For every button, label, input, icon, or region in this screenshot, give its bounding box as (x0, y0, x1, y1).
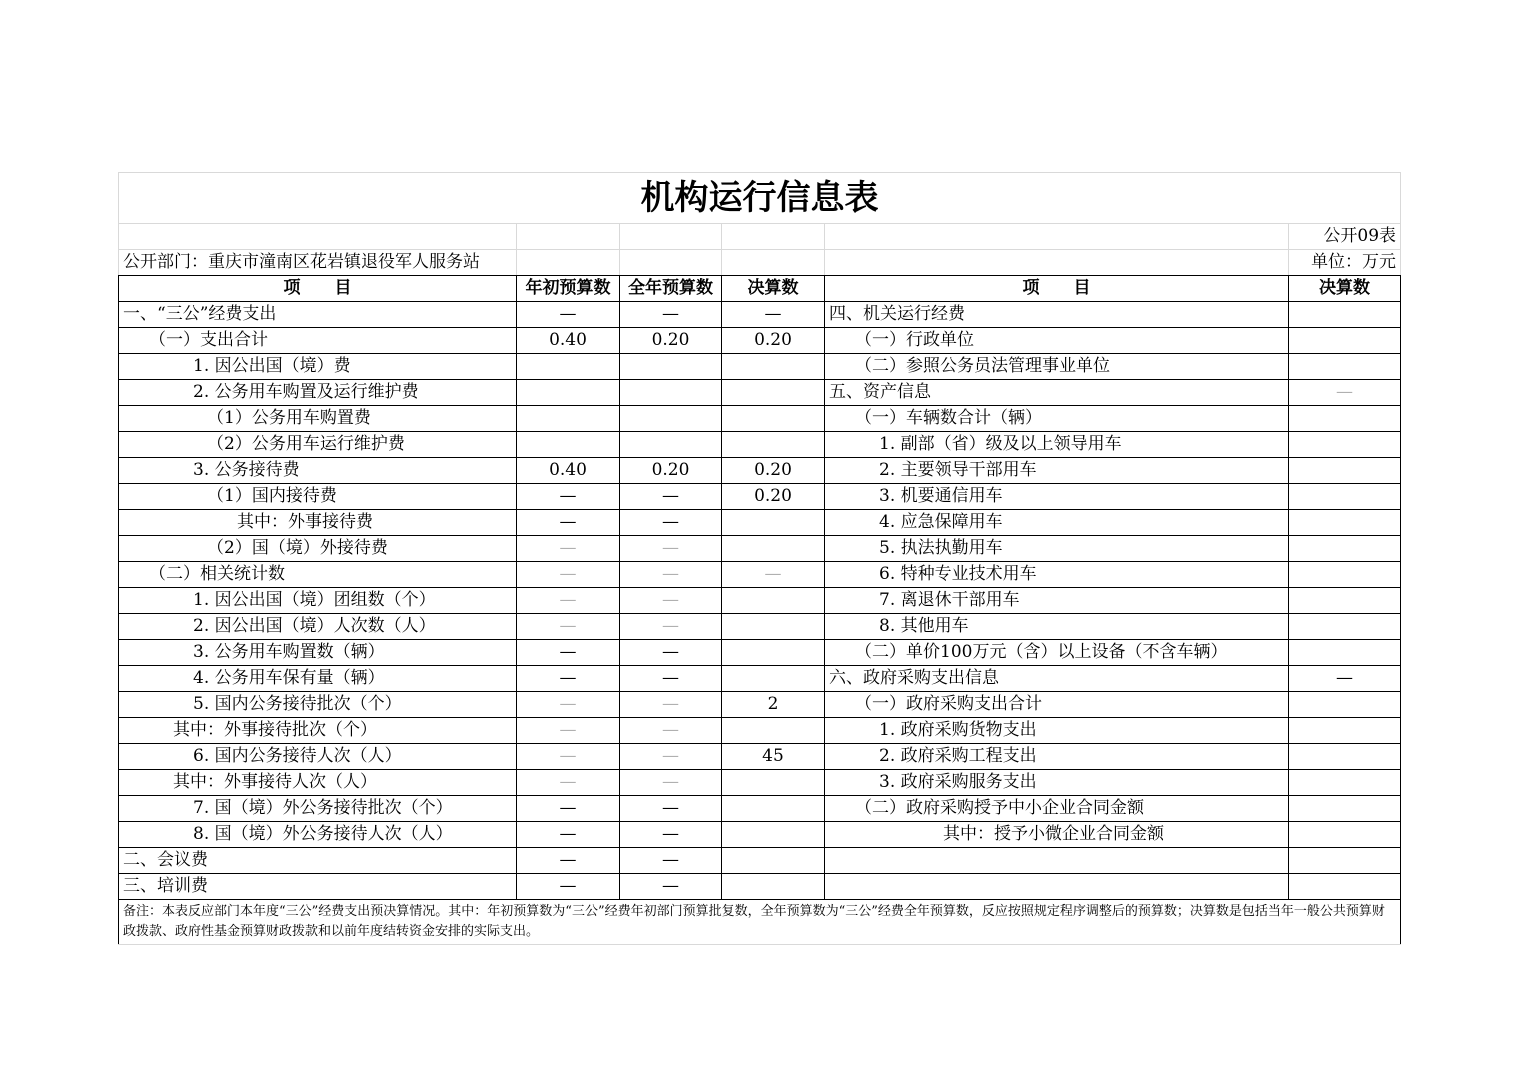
cell-final-right (1289, 432, 1401, 458)
row-item-right: （二）政府采购授予中小企业合同金额 (825, 796, 1289, 822)
cell-final (722, 536, 825, 562)
cell-final (722, 848, 825, 874)
cell-final-right (1289, 302, 1401, 328)
row-item-left: 8. 国（境）外公务接待人次（人） (119, 822, 517, 848)
report-table (118, 172, 1401, 945)
cell-final (722, 718, 825, 744)
header-item: 项 目 (119, 276, 517, 302)
row-item-left: 其中：外事接待费 (119, 510, 517, 536)
table-row (119, 484, 1401, 510)
footnote: 备注：本表反应部门本年度“三公”经费支出预决算情况。其中：年初预算数为“三公”经费年初部门预算批复数，全年预算数为“三公”经费全年预算数，反应按照规定程序调整后的预算数；决算数是包括当年一般公共预算财政拨款、政府性基金预算财政拨款和以前年度结转资金安排的实际支出。 (119, 900, 1401, 945)
cell-full-budget: — (620, 640, 722, 666)
header-final: 决算数 (722, 276, 825, 302)
cell-final (722, 380, 825, 406)
cell-full-budget: — (620, 302, 722, 328)
row-item-left: 1. 因公出国（境）费 (119, 354, 517, 380)
row-item-right: 6. 特种专业技术用车 (825, 562, 1289, 588)
header-final-right: 决算数 (1289, 276, 1401, 302)
cell-final-right: — (1289, 666, 1401, 692)
cell-full-budget (620, 354, 722, 380)
cell-final-right (1289, 796, 1401, 822)
cell-full-budget: — (620, 614, 722, 640)
form-code: 公开09表 (1289, 224, 1401, 250)
cell-final: 2 (722, 692, 825, 718)
cell-final-right (1289, 536, 1401, 562)
row-item-left: 1. 因公出国（境）团组数（个） (119, 588, 517, 614)
row-item-right: 其中：授予小微企业合同金额 (825, 822, 1289, 848)
cell-initial-budget (517, 406, 620, 432)
row-item-right: （二）参照公务员法管理事业单位 (825, 354, 1289, 380)
cell-final-right (1289, 640, 1401, 666)
table-row (119, 640, 1401, 666)
cell-initial-budget: 0.40 (517, 458, 620, 484)
cell-final (722, 406, 825, 432)
cell-final-right (1289, 458, 1401, 484)
cell-initial-budget: — (517, 744, 620, 770)
department-label: 公开部门：重庆市潼南区花岩镇退役军人服务站 (119, 250, 517, 276)
table-row (119, 718, 1401, 744)
table-row (119, 614, 1401, 640)
cell-final-right (1289, 328, 1401, 354)
cell-initial-budget: — (517, 718, 620, 744)
table-row (119, 562, 1401, 588)
cell-final-right (1289, 770, 1401, 796)
cell-initial-budget: — (517, 822, 620, 848)
unit-label: 单位：万元 (1289, 250, 1401, 276)
cell-initial-budget: — (517, 510, 620, 536)
cell-initial-budget: — (517, 874, 620, 900)
cell-full-budget (620, 380, 722, 406)
cell-final-right (1289, 510, 1401, 536)
cell-full-budget: — (620, 822, 722, 848)
table-row (119, 822, 1401, 848)
cell-initial-budget: — (517, 588, 620, 614)
cell-initial-budget (517, 354, 620, 380)
cell-initial-budget: — (517, 770, 620, 796)
row-item-right: 4. 应急保障用车 (825, 510, 1289, 536)
table-row (119, 328, 1401, 354)
row-item-left: 3. 公务接待费 (119, 458, 517, 484)
row-item-right: 5. 执法执勤用车 (825, 536, 1289, 562)
cell-full-budget: — (620, 562, 722, 588)
cell-initial-budget: — (517, 536, 620, 562)
row-item-left: （2）国（境）外接待费 (119, 536, 517, 562)
row-item-right: 3. 政府采购服务支出 (825, 770, 1289, 796)
cell-full-budget: — (620, 510, 722, 536)
cell-full-budget: — (620, 666, 722, 692)
row-item-right: 3. 机要通信用车 (825, 484, 1289, 510)
header-full-budget: 全年预算数 (620, 276, 722, 302)
cell-final (722, 510, 825, 536)
table-row (119, 510, 1401, 536)
table-row (119, 848, 1401, 874)
cell-initial-budget: 0.40 (517, 328, 620, 354)
cell-final: 0.20 (722, 328, 825, 354)
row-item-left: 5. 国内公务接待批次（个） (119, 692, 517, 718)
row-item-left: （2）公务用车运行维护费 (119, 432, 517, 458)
row-item-right: 7. 离退休干部用车 (825, 588, 1289, 614)
table-row (119, 666, 1401, 692)
cell-final (722, 640, 825, 666)
row-item-right: 2. 主要领导干部用车 (825, 458, 1289, 484)
cell-final (722, 874, 825, 900)
cell-final: 0.20 (722, 458, 825, 484)
table-row (119, 796, 1401, 822)
cell-full-budget: 0.20 (620, 328, 722, 354)
cell-final-right (1289, 354, 1401, 380)
row-item-right: （一）政府采购支出合计 (825, 692, 1289, 718)
cell-final-right (1289, 406, 1401, 432)
cell-initial-budget: — (517, 562, 620, 588)
cell-initial-budget (517, 380, 620, 406)
cell-final (722, 666, 825, 692)
row-item-left: 4. 公务用车保有量（辆） (119, 666, 517, 692)
report-sheet (118, 172, 1400, 945)
cell-full-budget: — (620, 848, 722, 874)
cell-final: — (722, 562, 825, 588)
row-item-left: （1）国内接待费 (119, 484, 517, 510)
cell-final-right (1289, 744, 1401, 770)
cell-final-right (1289, 484, 1401, 510)
table-row (119, 692, 1401, 718)
row-item-right: （二）单价100万元（含）以上设备（不含车辆） (825, 640, 1289, 666)
row-item-left: 一、“三公”经费支出 (119, 302, 517, 328)
table-row (119, 588, 1401, 614)
row-item-left: （一）支出合计 (119, 328, 517, 354)
table-row (119, 874, 1401, 900)
row-item-right: 8. 其他用车 (825, 614, 1289, 640)
cell-full-budget: — (620, 744, 722, 770)
row-item-right: （一）行政单位 (825, 328, 1289, 354)
row-item-right: 1. 政府采购货物支出 (825, 718, 1289, 744)
header-item-right: 项 目 (825, 276, 1289, 302)
cell-initial-budget: — (517, 692, 620, 718)
cell-final (722, 588, 825, 614)
cell-full-budget: 0.20 (620, 458, 722, 484)
cell-final-right (1289, 874, 1401, 900)
cell-full-budget: — (620, 692, 722, 718)
row-item-right (825, 874, 1289, 900)
cell-final (722, 614, 825, 640)
cell-initial-budget: — (517, 666, 620, 692)
row-item-left: 2. 因公出国（境）人次数（人） (119, 614, 517, 640)
cell-full-budget: — (620, 874, 722, 900)
row-item-left: 其中：外事接待人次（人） (119, 770, 517, 796)
table-row (119, 354, 1401, 380)
cell-final-right (1289, 822, 1401, 848)
cell-full-budget (620, 432, 722, 458)
cell-final-right (1289, 614, 1401, 640)
table-row (119, 770, 1401, 796)
cell-final-right (1289, 562, 1401, 588)
row-item-left: 三、培训费 (119, 874, 517, 900)
header-initial-budget: 年初预算数 (517, 276, 620, 302)
cell-full-budget: — (620, 718, 722, 744)
row-item-left: 其中：外事接待批次（个） (119, 718, 517, 744)
cell-initial-budget: — (517, 302, 620, 328)
row-item-left: 二、会议费 (119, 848, 517, 874)
table-row (119, 406, 1401, 432)
row-item-left: 7. 国（境）外公务接待批次（个） (119, 796, 517, 822)
cell-full-budget: — (620, 536, 722, 562)
row-item-right: 2. 政府采购工程支出 (825, 744, 1289, 770)
cell-full-budget (620, 406, 722, 432)
cell-initial-budget: — (517, 484, 620, 510)
cell-final: — (722, 302, 825, 328)
row-item-left: 3. 公务用车购置数（辆） (119, 640, 517, 666)
row-item-left: （二）相关统计数 (119, 562, 517, 588)
row-item-right (825, 848, 1289, 874)
cell-initial-budget: — (517, 796, 620, 822)
cell-final-right (1289, 692, 1401, 718)
cell-final (722, 796, 825, 822)
cell-final: 0.20 (722, 484, 825, 510)
page-title: 机构运行信息表 (119, 173, 1401, 224)
row-item-right: 四、机关运行经费 (825, 302, 1289, 328)
table-row (119, 380, 1401, 406)
table-row (119, 432, 1401, 458)
cell-initial-budget: — (517, 640, 620, 666)
cell-final (722, 822, 825, 848)
cell-initial-budget: — (517, 614, 620, 640)
row-item-left: （1）公务用车购置费 (119, 406, 517, 432)
table-row (119, 744, 1401, 770)
cell-final (722, 354, 825, 380)
cell-final-right: — (1289, 380, 1401, 406)
cell-final (722, 432, 825, 458)
cell-initial-budget: — (517, 848, 620, 874)
cell-full-budget: — (620, 588, 722, 614)
row-item-right: （一）车辆数合计（辆） (825, 406, 1289, 432)
row-item-right: 五、资产信息 (825, 380, 1289, 406)
cell-final (722, 770, 825, 796)
row-item-left: 2. 公务用车购置及运行维护费 (119, 380, 517, 406)
row-item-left: 6. 国内公务接待人次（人） (119, 744, 517, 770)
cell-final-right (1289, 718, 1401, 744)
cell-initial-budget (517, 432, 620, 458)
table-row (119, 536, 1401, 562)
cell-final-right (1289, 588, 1401, 614)
cell-final-right (1289, 848, 1401, 874)
cell-full-budget: — (620, 484, 722, 510)
row-item-right: 1. 副部（省）级及以上领导用车 (825, 432, 1289, 458)
cell-final: 45 (722, 744, 825, 770)
cell-full-budget: — (620, 770, 722, 796)
cell-full-budget: — (620, 796, 722, 822)
table-row (119, 458, 1401, 484)
row-item-right: 六、政府采购支出信息 (825, 666, 1289, 692)
table-row (119, 302, 1401, 328)
